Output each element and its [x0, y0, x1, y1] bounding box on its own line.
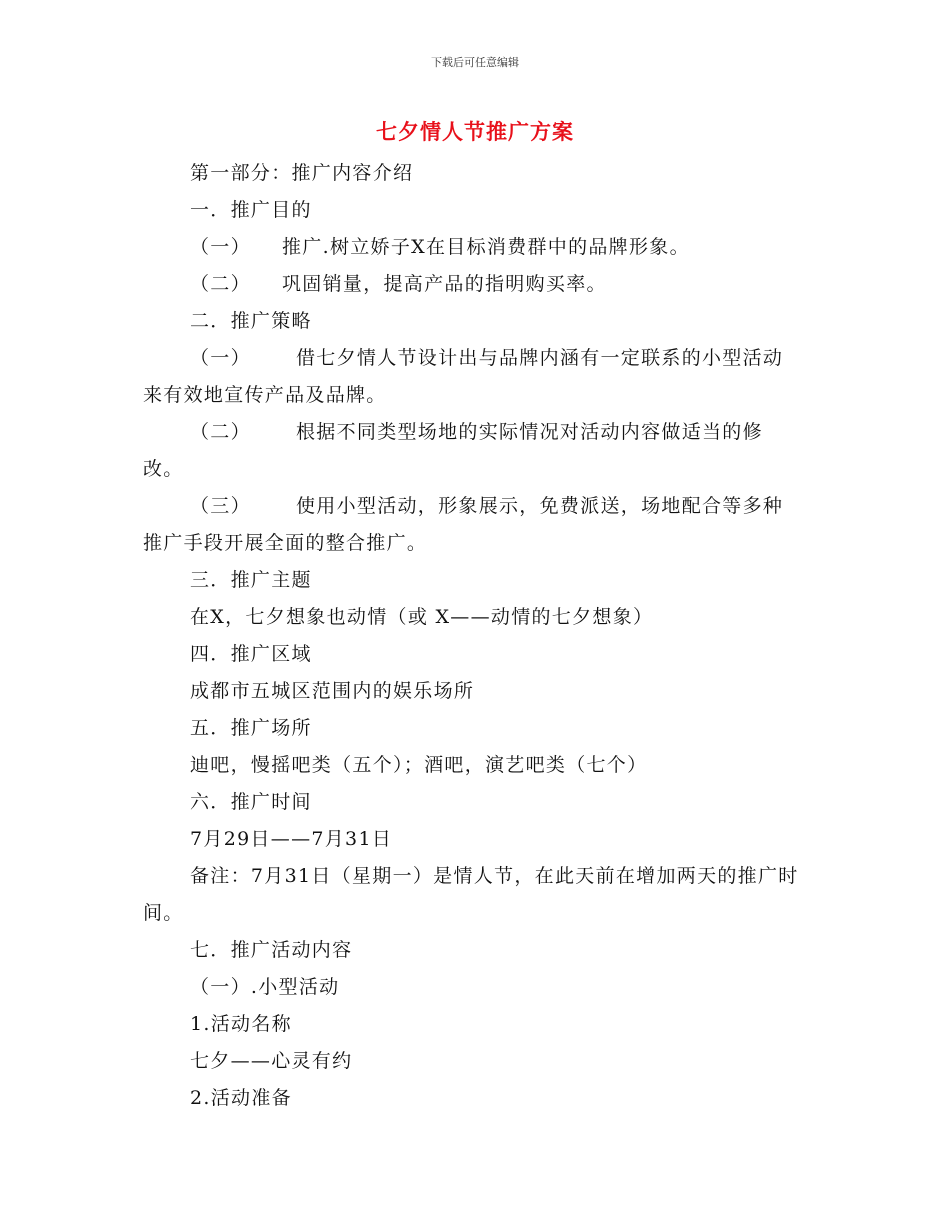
activity-name: 七夕——心灵有约 — [190, 1050, 353, 1072]
section-2-item-1 — [143, 340, 803, 414]
part-heading: 第一部分：推广内容介绍 — [190, 162, 414, 184]
section-heading-4: 四．推广区域 — [190, 643, 312, 665]
document-title: 七夕情人节推广方案 — [376, 119, 574, 144]
section-5-text: 迪吧，慢摇吧类（五个）；酒吧，演艺吧类（七个） — [190, 754, 648, 776]
subsection-heading: （一）.小型活动 — [190, 976, 340, 998]
section-6-text: 7月29日——7月31日 — [190, 828, 393, 850]
section-heading-7: 七．推广活动内容 — [190, 939, 353, 961]
item-text: 巩固销量，提高产品的指明购买率。 — [282, 273, 607, 295]
section-heading-2: 二．推广策略 — [190, 310, 312, 332]
section-3-text: 在X，七夕想象也动情（或 X——动情的七夕想象） — [190, 606, 654, 628]
section-6-note: 备注：7月31日（星期一）是情人节，在此天前在增加两天的推广时间。 — [143, 865, 799, 924]
section-2-item-3 — [143, 488, 803, 562]
section-heading-5: 五．推广场所 — [190, 717, 312, 739]
item-number: （三） — [190, 495, 251, 517]
item-number: （一） — [190, 236, 251, 258]
item-text: 推广.树立娇子X在目标消费群中的品牌形象。 — [282, 236, 690, 258]
item-text: 使用小型活动，形象展示，免费派送，场地配合等多种推广手段开展全面的整合推广。 — [143, 495, 784, 554]
item-number: （二） — [190, 273, 251, 295]
item-number: （二） — [190, 421, 251, 443]
numbered-item-2: 2.活动准备 — [190, 1087, 292, 1109]
item-text: 根据不同类型场地的实际情况对活动内容做适当的修改。 — [143, 421, 763, 480]
section-heading-1: 一．推广目的 — [190, 199, 312, 221]
section-1-item-1 — [143, 229, 803, 266]
section-heading-3: 三．推广主题 — [190, 569, 312, 591]
item-number: （一） — [190, 347, 251, 369]
section-2-item-2 — [143, 414, 803, 488]
section-4-text: 成都市五城区范围内的娱乐场所 — [190, 680, 475, 702]
numbered-item-1: 1.活动名称 — [190, 1013, 292, 1035]
section-1-item-2 — [143, 266, 803, 303]
section-heading-6: 六．推广时间 — [190, 791, 312, 813]
page-header: 下载后可任意编辑 — [431, 56, 519, 69]
document-body — [143, 155, 803, 1117]
item-text: 借七夕情人节设计出与品牌内涵有一定联系的小型活动来有效地宣传产品及品牌。 — [143, 347, 784, 406]
